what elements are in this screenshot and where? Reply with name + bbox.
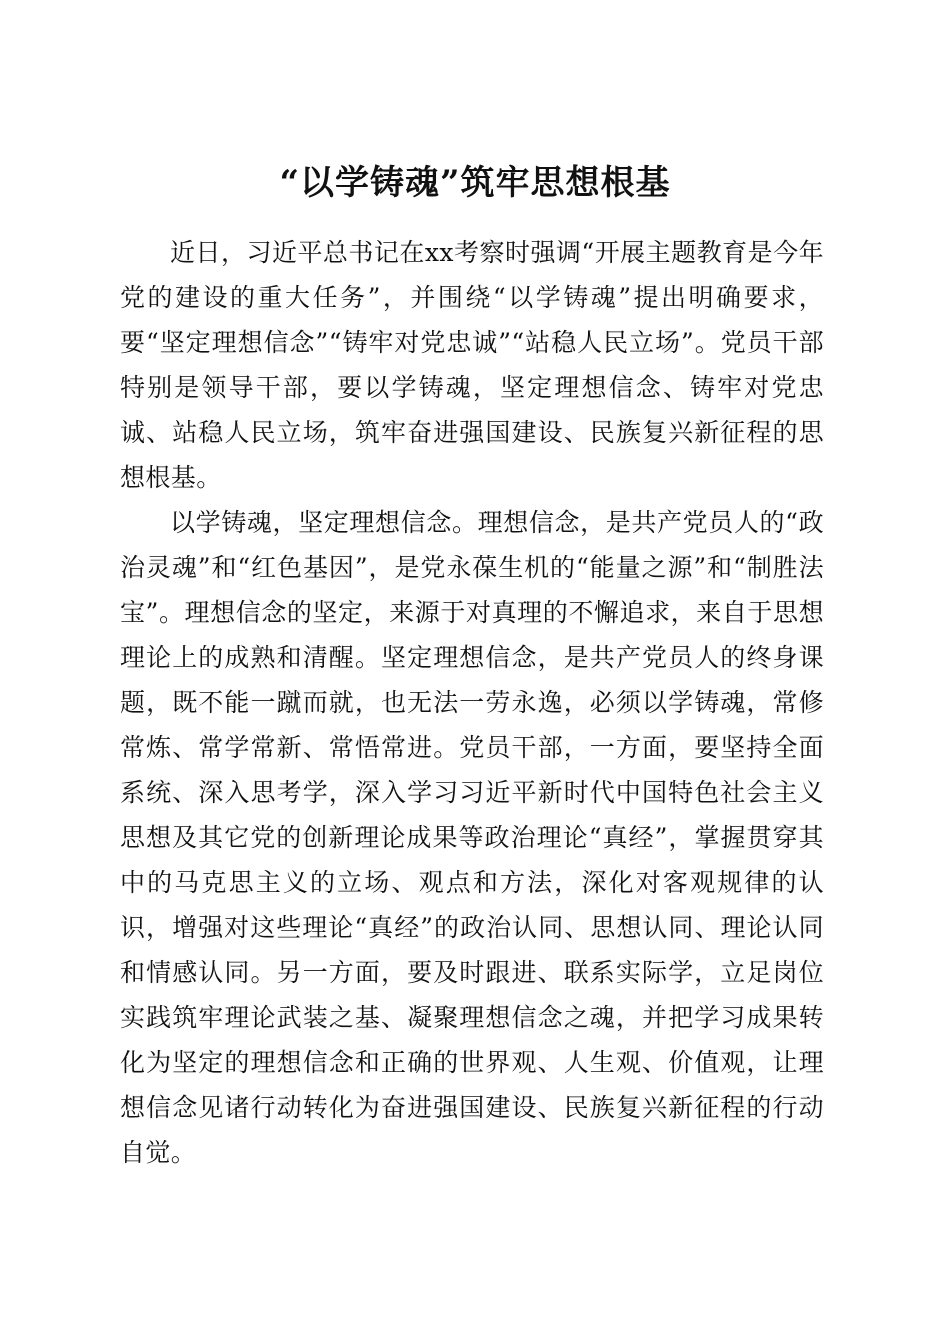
paragraph-intro: 近日，习近平总书记在xx考察时强调“开展主题教育是今年党的建设的重大任务”，并围绕“以学铸魂”提出明确要求，要“坚定理想信念”“铸牢对党忠诚”“站稳人民立场”。党员干部特别是领导干部，要以学铸魂，坚定理想信念、铸牢对党忠诚、站稳人民立场，筑牢奋进强国建设、民族复兴新征程的思想根基。 [120, 238, 824, 492]
document-title: “以学铸魂”筑牢思想根基 [279, 162, 671, 203]
document-body [120, 230, 824, 1175]
paragraph-ideals: 以学铸魂，坚定理想信念。理想信念，是共产党员人的“政治灵魂”和“红色基因”，是党永葆生机的“能量之源”和“制胜法宝”。理想信念的坚定，来源于对真理的不懈追求，来自于思想理论上的成熟和清醒。坚定理想信念，是共产党员人的终身课题，既不能一蹴而就，也无法一劳永逸，必须以学铸魂，常修常炼、常学常新、常悟常进。党员干部，一方面，要坚持全面系统、深入思考学，深入学习习近平新时代中国特色社会主义思想及其它党的创新理论成果等政治理论“真经”，掌握贯穿其中的马克思主义的立场、观点和方法，深化对客观规律的认识，增强对这些理论“真经”的政治认同、思想认同、理论认同和情感认同。另一方面，要及时跟进、联系实际学，立足岗位实践筑牢理论武装之基、凝聚理想信念之魂，并把学习成果转化为坚定的理想信念和正确的世界观、人生观、价值观，让理想信念见诸行动转化为奋进强国建设、民族复兴新征程的行动自觉。 [120, 508, 824, 1167]
